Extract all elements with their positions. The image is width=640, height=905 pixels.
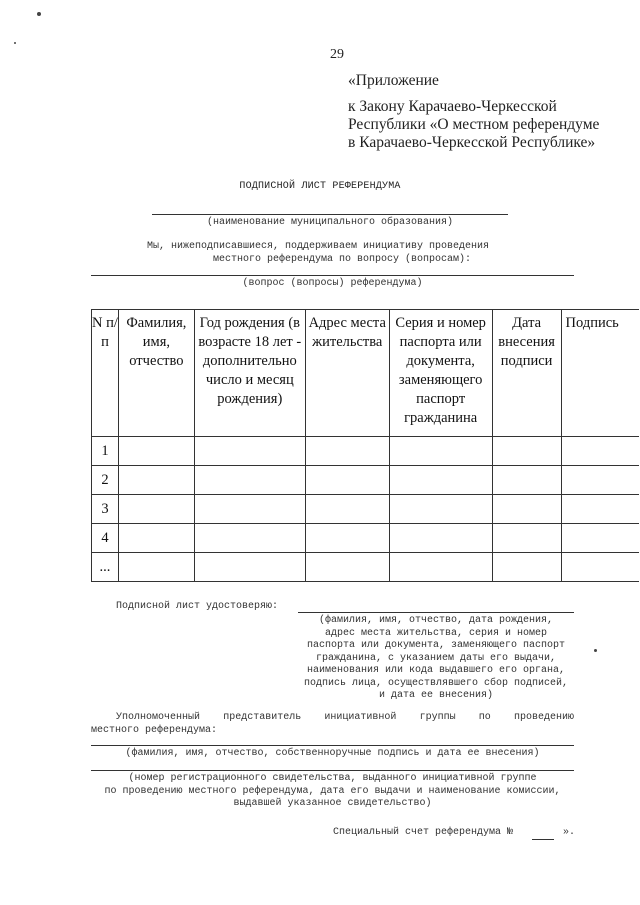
appendix-line-4: в Карачаево-Черкесской Республике» <box>348 134 596 151</box>
table-cell[interactable] <box>194 495 305 524</box>
table-cell[interactable] <box>305 524 389 553</box>
page-number: 29 <box>330 47 344 62</box>
table-cell[interactable] <box>389 495 492 524</box>
certify-caption-line: наименования или кода выдавшего его органа, <box>306 665 566 676</box>
row-number: 1 <box>92 437 119 466</box>
appendix-line-3: Республики «О местном референдуме <box>348 116 600 133</box>
municipality-caption: (наименование муниципального образования) <box>206 217 454 228</box>
certify-caption-line: паспорта или документа, заменяющего паспорт <box>306 640 566 651</box>
table-cell[interactable] <box>389 437 492 466</box>
table-cell[interactable] <box>561 466 639 495</box>
table-cell[interactable] <box>561 553 639 582</box>
signature-table <box>91 309 639 582</box>
row-number: 3 <box>92 495 119 524</box>
certify-caption-line: (фамилия, имя, отчество, дата рождения, <box>318 615 554 626</box>
table-cell[interactable] <box>492 553 561 582</box>
header-birth-year: Год рождения (в возрасте 18 лет - дополнительно число и месяц рождения) <box>194 310 305 437</box>
scan-dot <box>594 649 597 652</box>
table-row <box>92 437 640 466</box>
certify-label: Подписной лист удостоверяю: <box>116 601 279 612</box>
table-cell[interactable] <box>492 495 561 524</box>
row-number: 4 <box>92 524 119 553</box>
header-address: Адрес места жительства <box>305 310 389 437</box>
scan-dot <box>14 42 16 44</box>
table-row <box>92 553 640 582</box>
table-cell[interactable] <box>389 553 492 582</box>
appendix-line-2: к Закону Карачаево-Черкесской <box>348 98 557 115</box>
table-cell[interactable] <box>305 466 389 495</box>
representative-line <box>91 745 574 746</box>
special-account-number-line <box>532 839 554 840</box>
table-cell[interactable] <box>118 524 194 553</box>
registration-caption-line: (номер регистрационного свидетельства, выданного инициативной группе <box>128 773 537 784</box>
table-cell[interactable] <box>118 553 194 582</box>
header-passport: Серия и номер паспорта или документа, заменяющего паспорт гражданина <box>389 310 492 437</box>
table-cell[interactable] <box>389 466 492 495</box>
table-cell[interactable] <box>492 524 561 553</box>
representative-line-2: местного референдума: <box>91 725 218 736</box>
registration-line <box>91 770 574 771</box>
registration-caption <box>80 773 585 811</box>
special-account-suffix: ». <box>563 827 576 838</box>
table-cell[interactable] <box>561 524 639 553</box>
table-cell[interactable] <box>561 495 639 524</box>
row-number: 2 <box>92 466 119 495</box>
representative-caption: (фамилия, имя, отчество, собственноручные подпись и дата ее внесения) <box>125 748 540 759</box>
table-cell[interactable] <box>305 437 389 466</box>
representative-line-1: Уполномоченный представитель инициативной группы по проведению <box>116 712 574 723</box>
question-line <box>91 275 574 276</box>
table-header-row <box>92 310 640 437</box>
special-account-label: Специальный счет референдума № <box>333 827 514 838</box>
scan-dot <box>37 12 41 16</box>
row-number: ... <box>92 553 119 582</box>
table-cell[interactable] <box>492 466 561 495</box>
certify-caption-line: адрес места жительства, серия и номер <box>324 627 548 639</box>
certify-caption-line: гражданина, с указанием даты его выдачи, <box>315 652 557 664</box>
table-cell[interactable] <box>118 437 194 466</box>
table-cell[interactable] <box>305 495 389 524</box>
header-number: N п/п <box>92 310 119 437</box>
support-text-line-2: местного референдума по вопросу (вопросам): <box>213 254 472 265</box>
table-cell[interactable] <box>492 437 561 466</box>
certify-caption <box>287 615 585 703</box>
table-cell[interactable] <box>389 524 492 553</box>
question-caption: (вопрос (вопросы) референдума) <box>242 278 423 289</box>
header-signature: Подпись <box>561 310 639 437</box>
table-row <box>92 466 640 495</box>
table-row <box>92 524 640 553</box>
appendix-line-1: «Приложение <box>348 72 439 89</box>
support-text-line-1: Мы, нижеподписавшиеся, поддерживаем инициативу проведения <box>147 241 490 252</box>
table-cell[interactable] <box>118 495 194 524</box>
table-row <box>92 495 640 524</box>
table-cell[interactable] <box>194 437 305 466</box>
table-cell[interactable] <box>118 466 194 495</box>
form-title: ПОДПИСНОЙ ЛИСТ РЕФЕРЕНДУМА <box>239 181 401 192</box>
certify-caption-line: подпись лица, осуществлявшего сбор подписей, <box>303 677 569 689</box>
municipality-line <box>152 214 508 215</box>
table-cell[interactable] <box>194 466 305 495</box>
certify-line <box>298 612 574 613</box>
table-cell[interactable] <box>194 553 305 582</box>
certify-caption-line: и дата ее внесения) <box>378 690 494 701</box>
table-cell[interactable] <box>194 524 305 553</box>
table-cell[interactable] <box>305 553 389 582</box>
table-cell[interactable] <box>561 437 639 466</box>
header-full-name: Фамилия, имя, отчество <box>118 310 194 437</box>
registration-caption-line: выдавшей указанное свидетельство) <box>233 798 432 809</box>
registration-caption-line: по проведению местного референдума, дата его выдачи и наименование комиссии, <box>104 785 561 797</box>
header-signature-date: Дата внесения подписи <box>492 310 561 437</box>
